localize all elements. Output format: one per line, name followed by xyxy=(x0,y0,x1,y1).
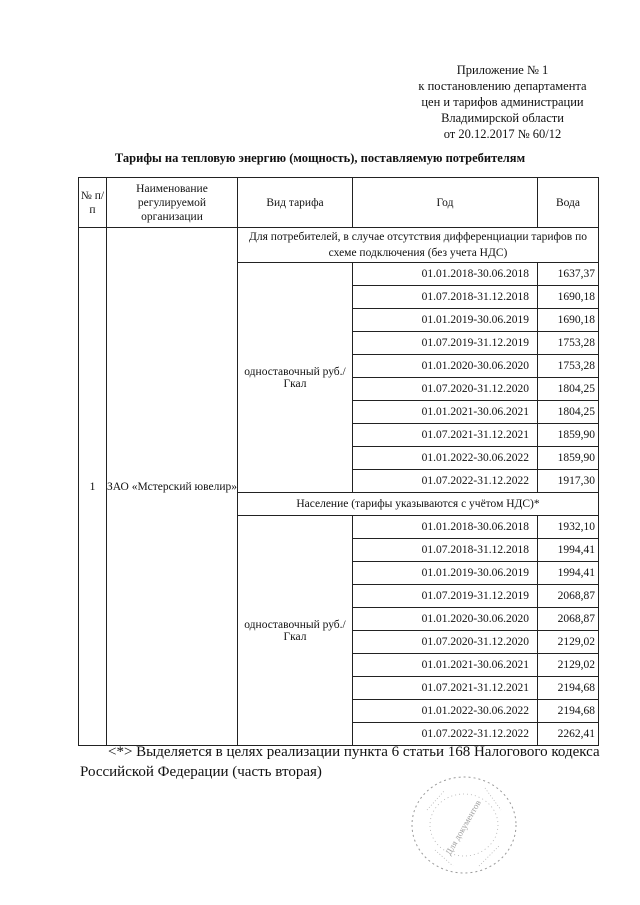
water-value-cell: 1917,30 xyxy=(538,470,599,493)
header-year: Год xyxy=(353,178,538,228)
header-org: Наименование регулируемой организации xyxy=(107,178,238,228)
water-value-cell: 1753,28 xyxy=(538,332,599,355)
period-cell: 01.01.2021-30.06.2021 xyxy=(353,654,538,677)
stamp-seal-icon xyxy=(405,770,523,880)
header-water: Вода xyxy=(538,178,599,228)
stamp-text: Для документов xyxy=(443,798,483,857)
period-cell: 01.07.2018-31.12.2018 xyxy=(353,286,538,309)
period-cell: 01.07.2018-31.12.2018 xyxy=(353,539,538,562)
water-value-cell: 2129,02 xyxy=(538,631,599,654)
period-cell: 01.01.2018-30.06.2018 xyxy=(353,516,538,539)
water-value-cell: 1994,41 xyxy=(538,539,599,562)
water-value-cell: 1859,90 xyxy=(538,447,599,470)
water-value-cell: 2068,87 xyxy=(538,585,599,608)
period-cell: 01.07.2019-31.12.2019 xyxy=(353,332,538,355)
period-cell: 01.07.2021-31.12.2021 xyxy=(353,677,538,700)
section-title: Население (тарифы указываются с учётом НДС)* xyxy=(238,493,599,516)
period-cell: 01.07.2020-31.12.2020 xyxy=(353,378,538,401)
section-title: Для потребителей, в случае отсутствия дифференциации тарифов по схеме подключения (без учета НДС) xyxy=(238,228,599,263)
water-value-cell: 1804,25 xyxy=(538,378,599,401)
header-num: № п/п xyxy=(79,178,107,228)
water-value-cell: 2262,41 xyxy=(538,723,599,746)
period-cell: 01.01.2018-30.06.2018 xyxy=(353,263,538,286)
tariff-table xyxy=(78,177,599,746)
tariff-type-cell: одноставочный руб./Гкал xyxy=(238,516,353,746)
appendix-line: от 20.12.2017 № 60/12 xyxy=(443,127,562,141)
water-value-cell: 1994,41 xyxy=(538,562,599,585)
period-cell: 01.07.2020-31.12.2020 xyxy=(353,631,538,654)
water-value-cell: 1859,90 xyxy=(538,424,599,447)
water-value-cell: 1932,10 xyxy=(538,516,599,539)
period-cell: 01.01.2019-30.06.2019 xyxy=(353,309,538,332)
tariff-type-cell: одноставочный руб./Гкал xyxy=(238,263,353,493)
period-cell: 01.01.2019-30.06.2019 xyxy=(353,562,538,585)
organization-name: ЗАО «Мстерский ювелир» xyxy=(107,228,238,746)
section-row xyxy=(79,228,599,263)
tariff-table-body xyxy=(79,178,599,746)
water-value-cell: 1690,18 xyxy=(538,309,599,332)
period-cell: 01.01.2020-30.06.2020 xyxy=(353,355,538,378)
appendix-line: Владимирской области xyxy=(441,111,564,125)
water-value-cell: 1753,28 xyxy=(538,355,599,378)
water-value-cell: 1690,18 xyxy=(538,286,599,309)
row-number: 1 xyxy=(79,228,107,746)
water-value-cell: 2194,68 xyxy=(538,677,599,700)
table-header-row xyxy=(79,178,599,228)
water-value-cell: 2129,02 xyxy=(538,654,599,677)
period-cell: 01.07.2021-31.12.2021 xyxy=(353,424,538,447)
appendix-line: к постановлению департамента xyxy=(418,79,587,93)
footnote: <*> Выделяется в целях реализации пункта 6 статьи 168 Налогового кодекса Российской Федерации (часть вторая) xyxy=(80,744,600,780)
period-cell: 01.01.2022-30.06.2022 xyxy=(353,700,538,723)
period-cell: 01.07.2019-31.12.2019 xyxy=(353,585,538,608)
period-cell: 01.01.2020-30.06.2020 xyxy=(353,608,538,631)
document-title: Тарифы на тепловую энергию (мощность), поставляемую потребителям xyxy=(114,151,526,165)
period-cell: 01.01.2021-30.06.2021 xyxy=(353,401,538,424)
period-cell: 01.07.2022-31.12.2022 xyxy=(353,723,538,746)
appendix-line: цен и тарифов администрации xyxy=(421,95,584,109)
water-value-cell: 2068,87 xyxy=(538,608,599,631)
period-cell: 01.01.2022-30.06.2022 xyxy=(353,447,538,470)
water-value-cell: 1637,37 xyxy=(538,263,599,286)
water-value-cell: 1804,25 xyxy=(538,401,599,424)
water-value-cell: 2194,68 xyxy=(538,700,599,723)
appendix-line: Приложение № 1 xyxy=(456,63,549,77)
appendix-block xyxy=(400,62,605,142)
header-tariff-type: Вид тарифа xyxy=(238,178,353,228)
period-cell: 01.07.2022-31.12.2022 xyxy=(353,470,538,493)
